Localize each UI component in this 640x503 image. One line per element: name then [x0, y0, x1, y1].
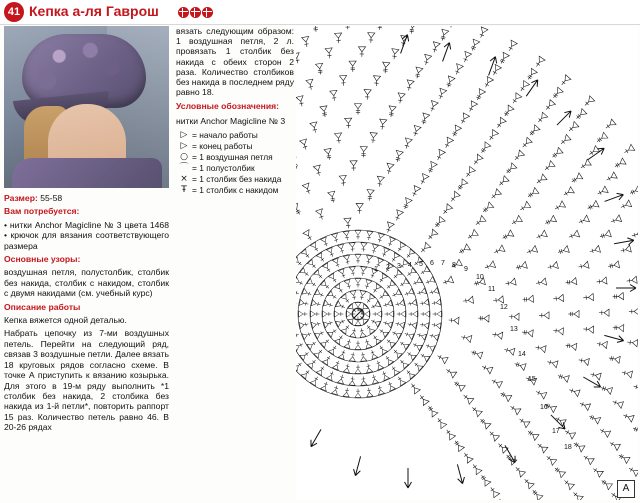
page-number-badge: 41 [4, 2, 24, 22]
chart-svg [296, 26, 638, 500]
difficulty-dots-icon [178, 5, 218, 19]
row-number: 1 [374, 266, 378, 273]
middle-column [176, 26, 294, 196]
legend-item [176, 163, 294, 173]
legend-item-label: = 1 столбик без накида [192, 173, 282, 184]
row-number: 16 [540, 404, 548, 411]
materials-text: • нитки Anchor Magicline № 3 цвета 1468 • крючок для вязания соответствующего размера [4, 219, 169, 251]
legend-item-label: = 1 столбик с накидом [192, 184, 279, 195]
pattern-instructions [4, 193, 169, 433]
chain-stitch-icon: ○ [180, 151, 188, 162]
howto-intro: Кепка вяжется одной деталью. [4, 315, 127, 326]
row-number: 6 [430, 260, 434, 267]
chart-corner-letter: А [617, 480, 635, 498]
legend-item-label: = начало работы [192, 129, 258, 140]
page-title: Кепка а-ля Гаврош [29, 3, 159, 19]
legend-item [176, 130, 294, 140]
continuation-text: вязать следующим образом: 1 воздушная петля, 2 л. провязать 1 столбик без накида с обеих сторон 2 раза. Количество столбиков без накида в последнем ряду равно 18. [176, 26, 294, 98]
legend-item-label: = 1 воздушная петля [192, 151, 273, 162]
legend-item [176, 141, 294, 151]
legend-item [176, 174, 294, 184]
stitches-label: Основные узоры: [4, 254, 81, 265]
row-number: 8 [452, 262, 456, 269]
half-stitch-icon: ⌒ [179, 162, 189, 173]
row-number: 5 [419, 261, 423, 268]
model-photo [4, 26, 169, 188]
legend-item-label: = конец работы [192, 140, 253, 151]
begin-work-icon: ▷ [180, 129, 188, 140]
row-number: 3 [397, 263, 401, 270]
row-number: 12 [500, 304, 508, 311]
stitches-text: воздушная петля, полустолбик, столбик без накида, столбик с накидом, столбик с двумя накидами (см. учебный курс) [4, 267, 169, 299]
size-value: 55-58 [37, 193, 63, 203]
legend-item-label: = 1 полустолбик [192, 162, 255, 173]
legend-item [176, 152, 294, 162]
row-number: 18 [564, 444, 572, 451]
row-number: 15 [528, 376, 536, 383]
size-label: Размер: [4, 193, 38, 203]
legend-title: Условные обозначения: [176, 101, 279, 112]
legend-item [176, 185, 294, 195]
row-number: 11 [488, 286, 496, 293]
row-number: 9 [464, 266, 468, 273]
row-number: 4 [408, 262, 412, 269]
row-number: 10 [476, 274, 484, 281]
howto-body: Набрать цепочку из 7-ми воздушных петель. Перейти на следующий ряд, связав 3 воздушные петли. Далее вязать 18 круговых рядов согласно схеме. В точке А приступить к вязанию козырька. Для этого в 19-м ряду выполнить *1 столбик без накида, 2 столбика без накида из 1-й петли*, повторить раппорт 15 раз. Количество петель равно 46. В 20-26 рядах [4, 328, 169, 433]
row-number: 7 [441, 260, 445, 267]
double-crochet-icon: Ŧ [181, 184, 187, 195]
crochet-chart [296, 26, 638, 500]
row-number: 13 [510, 326, 518, 333]
materials-label: Вам потребуется: [4, 206, 80, 217]
row-number: 14 [518, 351, 526, 358]
legend-subtitle: нитки Anchor Magicline № 3 [176, 115, 286, 126]
page-header [0, 0, 640, 25]
howto-label: Описание работы [4, 301, 81, 312]
end-work-icon: ▷ [180, 140, 188, 151]
row-number: 17 [552, 428, 560, 435]
single-crochet-icon: × [180, 173, 188, 184]
row-number: 2 [386, 264, 390, 271]
left-column [4, 26, 169, 436]
